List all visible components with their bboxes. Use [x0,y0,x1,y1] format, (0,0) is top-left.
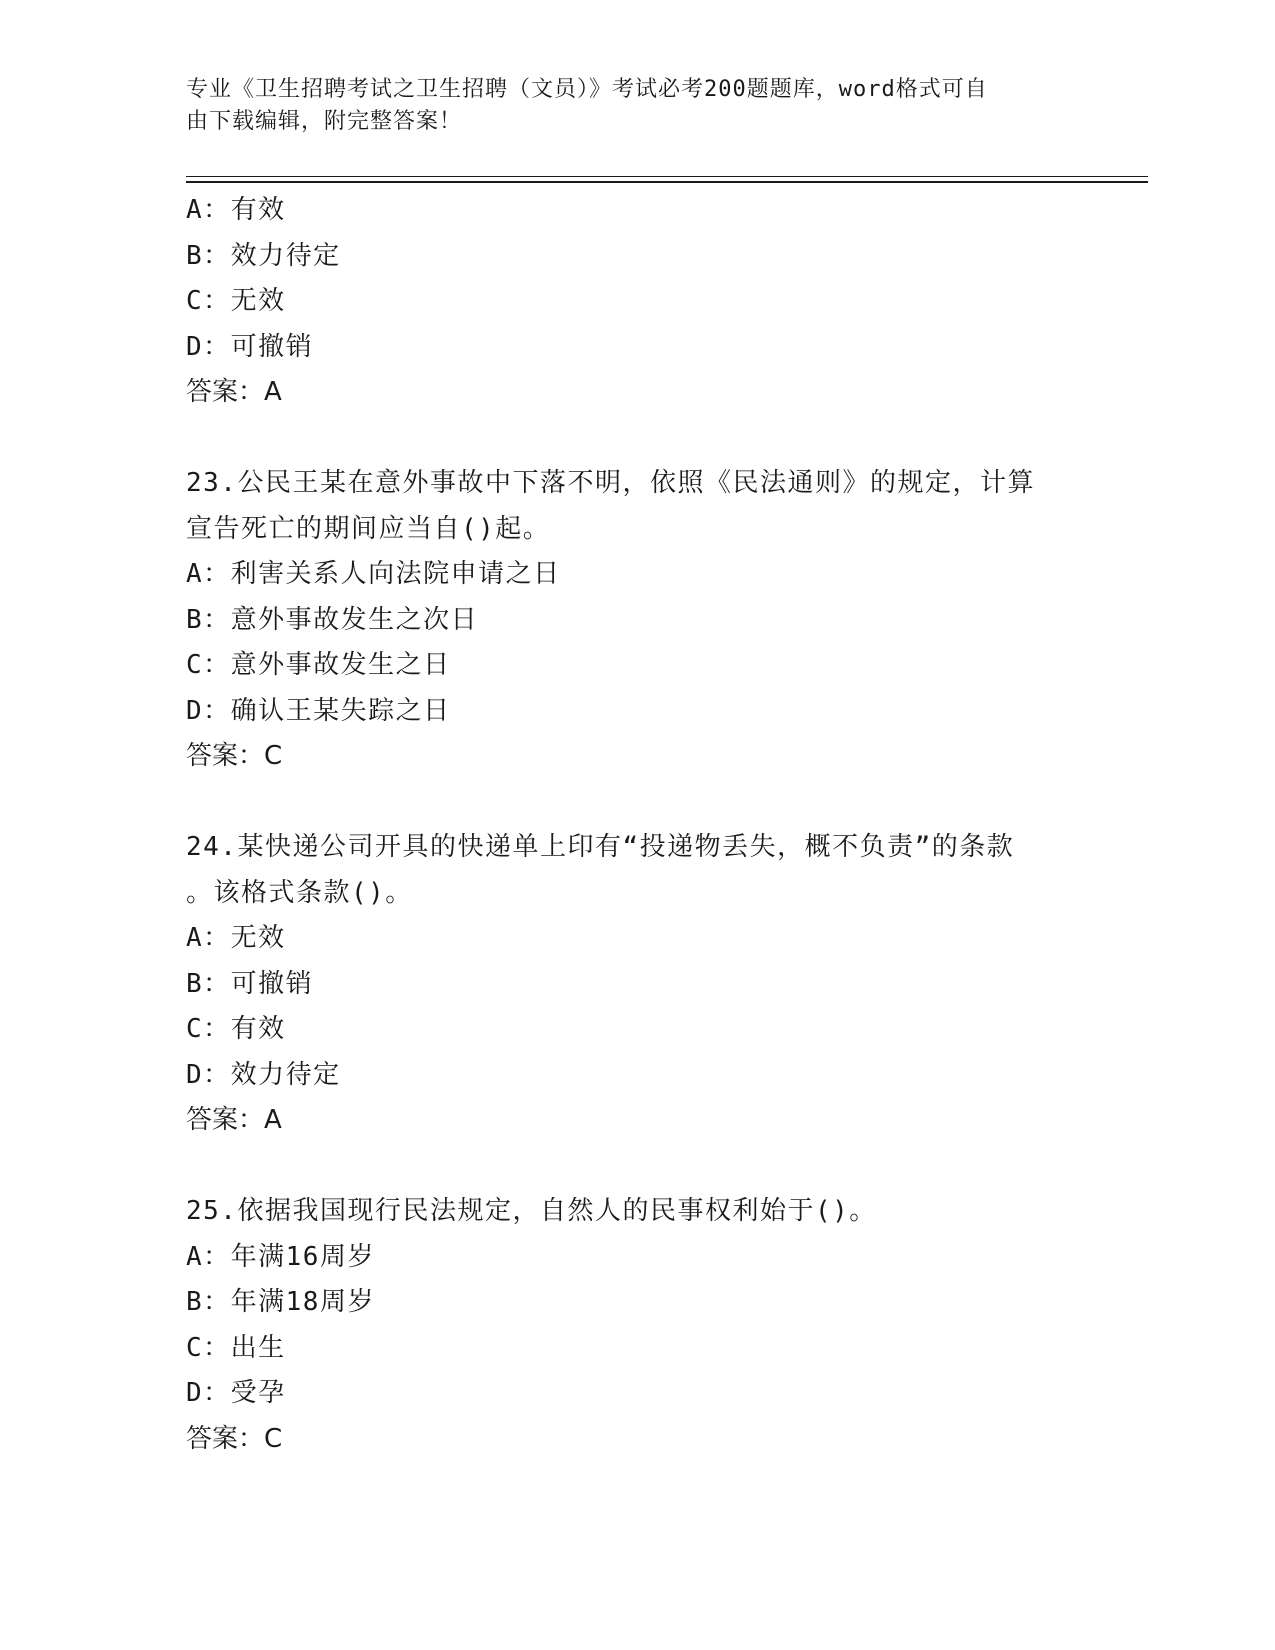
document-body [186,188,1086,1462]
question-block-24 [186,825,1086,1144]
option-a: A：利害关系人向法院申请之日 [186,559,561,589]
option-b: B：年满18周岁 [186,1287,375,1317]
question-block-prev [186,188,1086,416]
option-d: D：可撤销 [186,331,314,362]
option-c: C：无效 [186,286,286,316]
spacer [186,1144,1086,1190]
answer-line: 答案：A [186,377,282,407]
option-d: D：确认王某失踪之日 [186,695,451,726]
header-line-2: 由下载编辑，附完整答案！ [186,109,463,134]
question-text-line: 。该格式条款()。 [186,877,413,908]
spacer [186,780,1086,826]
question-text-line: 23.公民王某在意外事故中下落不明，依照《民法通则》的规定，计算 [186,468,1035,498]
option-b: B：意外事故发生之次日 [186,604,479,635]
option-b: B：效力待定 [186,240,341,271]
option-a: A：无效 [186,923,286,953]
question-text-line: 宣告死亡的期间应当自()起。 [186,513,551,544]
option-b: B：可撤销 [186,968,314,999]
option-a: A：有效 [186,195,286,225]
document-header [186,74,1066,138]
header-line-1: 专业《卫生招聘考试之卫生招聘（文员）》考试必考200题题库，word格式可自 [186,77,988,102]
option-a: A：年满16周岁 [186,1241,375,1272]
question-text-line: 24.某快递公司开具的快递单上印有“投递物丢失，概不负责”的条款 [186,832,1015,862]
answer-line: 答案：C [186,741,283,771]
question-block-23 [186,461,1086,780]
question-text-line: 25.依据我国现行民法规定，自然人的民事权利始于()。 [186,1196,877,1226]
answer-line: 答案：C [186,1423,283,1454]
question-block-25 [186,1189,1086,1462]
option-c: C：有效 [186,1014,286,1044]
spacer [186,416,1086,462]
option-c: C：出生 [186,1332,286,1363]
header-divider-thick [186,181,1148,183]
answer-line: 答案：A [186,1105,282,1135]
option-d: D：受孕 [186,1378,286,1408]
header-divider-thin [186,176,1148,177]
option-d: D：效力待定 [186,1059,341,1090]
option-c: C：意外事故发生之日 [186,650,451,680]
